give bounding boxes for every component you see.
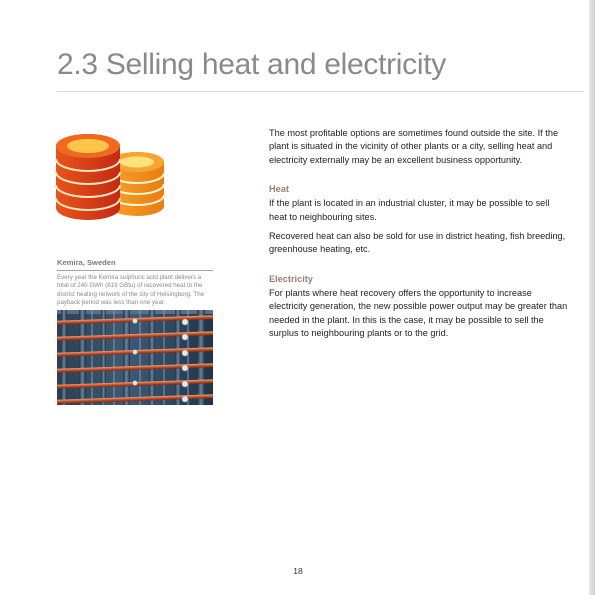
intro-paragraph: The most profitable options are sometimes found outside the site. If the plant is situated in the vicinity of other plants or a city, selling heat and electricity externally may be an excellent business opportunity. — [269, 128, 559, 165]
heat-paragraph-2: Recovered heat can also be sold for use in district heating, fish breeding, greenhouse heating, etc. — [269, 231, 566, 255]
electricity-paragraph: For plants where heat recovery offers the opportunity to increase electricity generation, the new possible power output may be greater than needed in the plant. In this is the case, it may be possible to sell the surplus to neighbouring plants or to the grid. — [269, 287, 568, 339]
page-title: 2.3 Selling heat and electricity — [57, 48, 446, 81]
heat-paragraph-1: If the plant is located in an industrial cluster, it may be possible to sell heat to neighbouring sites. — [269, 198, 550, 222]
main-text-column — [269, 127, 569, 340]
page-edge-shadow — [589, 0, 595, 595]
heat-heading: Heat — [269, 184, 289, 195]
coin-stacks-icon — [52, 128, 168, 226]
photo-caption — [57, 258, 213, 307]
caption-body: Every year the Kemira sulphuric acid plant delivers a total of 240 GWh (819 GBtu) of recovered heat to the district heating network of the city of Helsingborg. The payback period was less than one year. — [57, 274, 205, 306]
caption-divider — [57, 270, 213, 271]
electricity-heading: Electricity — [269, 273, 313, 284]
front-coin-stack — [56, 134, 120, 220]
page-number: 18 — [293, 566, 303, 576]
title-divider — [57, 91, 584, 92]
heat-exchanger-plates-photo — [57, 310, 213, 405]
caption-title: Kemira, Sweden — [57, 258, 116, 267]
